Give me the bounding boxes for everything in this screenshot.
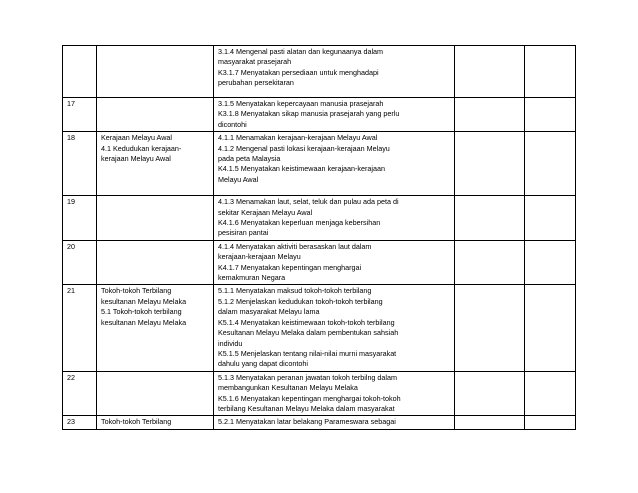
table-row [63, 285, 576, 371]
topic-line: Tokoh-tokoh Terbilang [101, 417, 172, 427]
lesson-plan-table [62, 45, 576, 430]
standards-cell [214, 98, 455, 132]
standard-line: kemakmuran Negara [218, 273, 286, 283]
standard-line: masyarakat prasejarah [218, 57, 292, 67]
standard-line: K3.1.7 Menyatakan persediaan untuk menghadapi [218, 67, 379, 77]
topic-line: 4.1 Kedudukan kerajaan- [101, 143, 182, 153]
week-cell: 18 [63, 132, 97, 196]
empty-cell [525, 98, 576, 132]
week-cell: 22 [63, 371, 97, 416]
topic-cell [97, 196, 214, 241]
table-body [63, 46, 576, 430]
topic-cell [97, 98, 214, 132]
standard-line: terbilang Kesultanan Melayu Melaka dalam masyarakat [218, 403, 395, 413]
empty-cell [455, 240, 525, 285]
standard-line: 5.2.1 Menyatakan latar belakang Parameswara sebagai [218, 417, 396, 427]
topic-cell [97, 285, 214, 371]
standards-cell [214, 240, 455, 285]
standard-line: K4.1.6 Menyatakan keperluan menjaga kebersihan [218, 218, 381, 228]
standard-line: individu [218, 338, 243, 348]
empty-cell [525, 46, 576, 98]
table-row [63, 371, 576, 416]
empty-cell [455, 132, 525, 196]
standard-line: 3.1.4 Mengenal pasti alatan dan kegunaanya dalam [218, 47, 384, 56]
table-row [63, 132, 576, 196]
topic-cell [97, 371, 214, 416]
table-row [63, 196, 576, 241]
standard-line: Melayu Awal [218, 174, 259, 184]
standards-cell [214, 416, 455, 429]
topic-cell [97, 416, 214, 429]
topic-line: kesultanan Melayu Melaka [101, 296, 187, 306]
standard-line: kerajaan-kerajaan Melayu [218, 252, 301, 262]
week-cell: 20 [63, 240, 97, 285]
empty-cell [455, 196, 525, 241]
table-row [63, 240, 576, 285]
standard-line: membangunkan Kesultanan Melayu Melaka [218, 383, 358, 393]
table-row [63, 98, 576, 132]
empty-cell [525, 196, 576, 241]
standard-line: K3.1.8 Menyatakan sikap manusia prasejarah yang perlu [218, 109, 400, 119]
table-row [63, 416, 576, 429]
standards-cell [214, 285, 455, 371]
week-cell: 19 [63, 196, 97, 241]
topic-line: Kerajaan Melayu Awal [101, 133, 172, 143]
empty-cell [525, 132, 576, 196]
standard-line: K5.1.4 Menyatakan keistimewaan tokoh-tokoh terbilang [218, 317, 395, 327]
week-cell: 21 [63, 285, 97, 371]
standards-cell [214, 196, 455, 241]
topic-line: 5.1 Tokoh-tokoh terbilang [101, 307, 182, 317]
standard-line: perubahan persekitaran [218, 78, 294, 88]
empty-cell [525, 285, 576, 371]
standard-line: dahulu yang dapat dicontohi [218, 359, 308, 369]
standard-line: K4.1.5 Menyatakan keistimewaan kerajaan-kerajaan [218, 164, 386, 174]
table-row [63, 46, 576, 98]
standards-cell [214, 371, 455, 416]
empty-cell [525, 240, 576, 285]
empty-cell [455, 416, 525, 429]
standard-line: 4.1.1 Menamakan kerajaan-kerajaan Melayu Awal [218, 133, 378, 143]
standard-line: K5.1.6 Menyatakan kepentingan menghargai tokoh-tokoh [218, 393, 401, 403]
empty-cell [455, 98, 525, 132]
week-cell: 23 [63, 416, 97, 429]
standard-line: 5.1.2 Menjelaskan kedudukan tokoh-tokoh terbilang [218, 296, 383, 306]
empty-cell [455, 285, 525, 371]
standard-line: Kesultanan Melayu Melaka dalam pembentukan sahsiah [218, 328, 399, 338]
topic-cell [97, 240, 214, 285]
topic-cell [97, 46, 214, 98]
topic-line: kesultanan Melayu Melaka [101, 317, 187, 327]
standard-line: pada peta Malaysia [218, 154, 281, 164]
empty-cell [525, 371, 576, 416]
empty-cell [455, 371, 525, 416]
topic-cell [97, 132, 214, 196]
week-cell: 17 [63, 98, 97, 132]
standard-line: dicontohi [218, 119, 247, 129]
standard-line: 4.1.3 Menamakan laut, selat, teluk dan pulau ada peta di [218, 197, 399, 207]
standard-line: sekitar Kerajaan Melayu Awal [218, 207, 313, 217]
empty-cell [525, 416, 576, 429]
week-cell [63, 46, 97, 98]
topic-line: Tokoh-tokoh Terbilang [101, 286, 172, 296]
standard-line: 4.1.4 Menyatakan aktiviti berasaskan laut dalam [218, 241, 372, 251]
standard-line: K5.1.5 Menjelaskan tentang nilai-nilai murni masyarakat [218, 348, 397, 358]
standards-cell [214, 132, 455, 196]
standard-line: 3.1.5 Menyatakan kepercayaan manusia prasejarah [218, 99, 384, 108]
standard-line: pesisiran pantai [218, 228, 269, 238]
standard-line: 4.1.2 Mengenal pasti lokasi kerajaan-kerajaan Melayu [218, 143, 390, 153]
topic-line: kerajaan Melayu Awal [101, 154, 171, 164]
standard-line: 5.1.3 Menyatakan peranan jawatan tokoh terbilng dalam [218, 372, 398, 382]
standard-line: dalam masyarakat Melayu lama [218, 307, 320, 317]
standard-line: K4.1.7 Menyatakan kepentingan menghargai [218, 262, 362, 272]
empty-cell [455, 46, 525, 98]
standards-cell [214, 46, 455, 98]
standard-line: 5.1.1 Menyatakan maksud tokoh-tokoh terbilang [218, 286, 372, 296]
